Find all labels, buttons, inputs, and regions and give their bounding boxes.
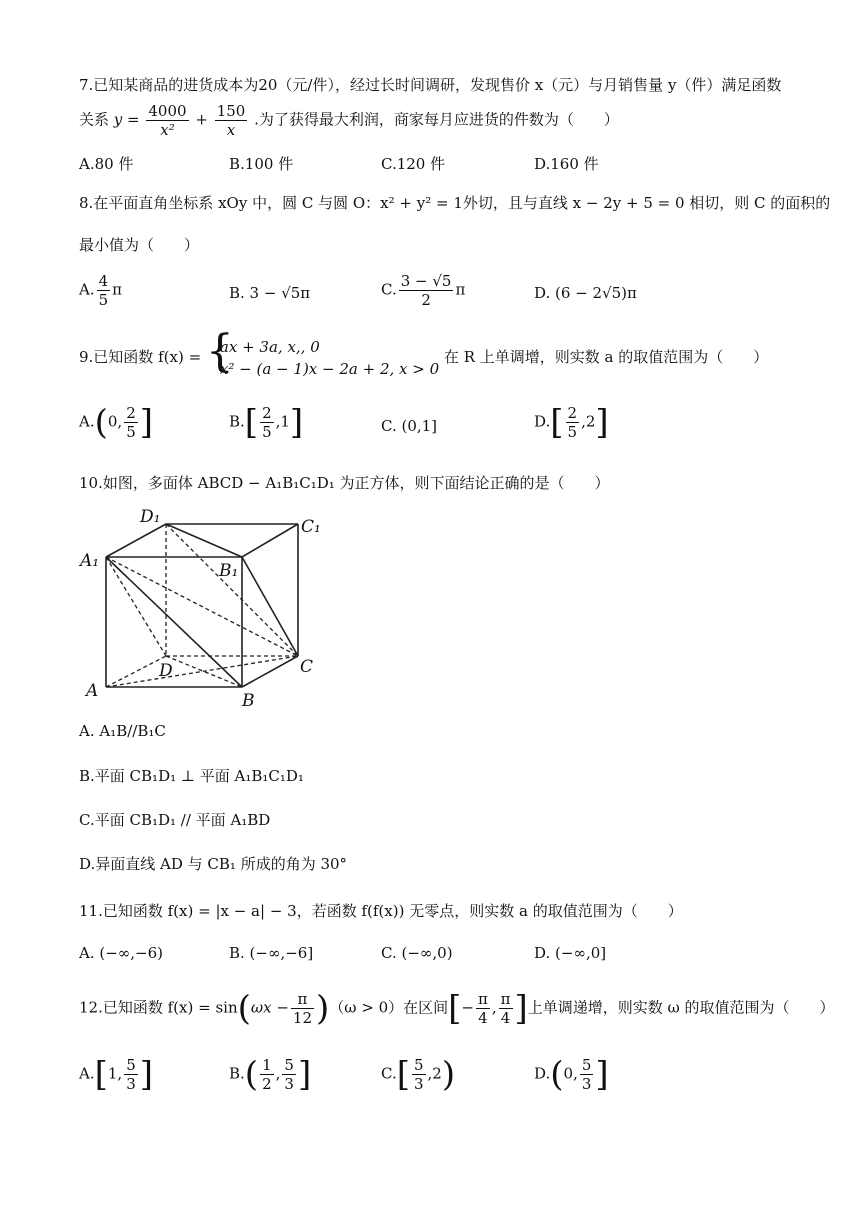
q7-f2-numerator: 150 [216, 102, 246, 120]
label-b: B [242, 691, 255, 710]
q12-option-c-den: 3 [413, 1075, 424, 1093]
q9-option-b-left-bracket: [ [244, 402, 259, 443]
diag-d1-b1 [166, 524, 242, 557]
q7-f2-denominator: x [226, 121, 236, 139]
label-c: C [300, 657, 314, 677]
q9-stem [79, 326, 799, 380]
q10-option-d[interactable]: D.异面直线 AD 与 CB₁ 所成的角为 30° [79, 855, 348, 873]
hidden-diag-d1-c [166, 524, 298, 656]
edge-b-c [242, 656, 298, 687]
q9-option-d-right-bracket: ] [595, 402, 609, 443]
q8-option-a-label: A. [79, 280, 95, 299]
q9-prefix: 9.已知函数 f(x) = [79, 348, 202, 366]
q12-inner-num: π [291, 990, 314, 1009]
q12-option-a-right: ] [139, 1054, 153, 1095]
q12-option-c-right: ) [441, 1054, 456, 1095]
q12-option-d-num: 5 [581, 1056, 592, 1074]
edge-b1-c1 [242, 524, 298, 557]
q12-option-a-den: 3 [126, 1075, 136, 1093]
q9-option-d-fraction [566, 404, 580, 441]
q12-option-d-lower: 0, [563, 1064, 578, 1083]
q9-case-1: ax + 3a, x,, 0 [219, 338, 320, 356]
q9-option-b-num: 2 [262, 404, 272, 422]
q7-option-b[interactable]: B.100 件 [229, 155, 294, 173]
q12-option-b-den-1: 2 [262, 1075, 272, 1093]
q9-option-a-den: 5 [126, 423, 136, 441]
label-b1: B₁ [219, 561, 239, 581]
q12-interval-neg: − [461, 998, 474, 1017]
label-a: A [86, 681, 99, 701]
q9-option-b-right-bracket: ] [289, 402, 304, 443]
q12-option-d-den: 3 [581, 1075, 592, 1093]
q8-stem-line1: 8.在平面直角坐标系 xOy 中，圆 C 与圆 O：x² + y² = 1外切，且与直线 x − 2y + 5 = 0 相切，则 C 的面积的 [79, 194, 831, 212]
q12-interval-left: [ [448, 988, 462, 1029]
q7-suffix: .为了获得最大利润，商家每月应进货的件数为（ ） [254, 110, 619, 129]
q11-option-d[interactable]: D. (−∞,0] [534, 944, 607, 962]
q9-option-d-label: D. [534, 412, 551, 431]
q8-option-b[interactable]: B. 3 − √5π [229, 284, 311, 302]
q7-option-a[interactable]: A.80 件 [79, 155, 134, 173]
q9-option-b-label: B. [229, 412, 245, 431]
q11-stem: 11.已知函数 f(x) = |x − a| − 3，若函数 f(f(x)) 无零点，则实数 a 的取值范围为（ ） [79, 902, 683, 920]
q8-option-c-fraction [399, 272, 454, 309]
q11-option-c[interactable]: C. (−∞,0) [381, 944, 453, 962]
q12-inner-fraction [291, 990, 314, 1027]
cube-figure [76, 504, 336, 710]
q12-interval-num-1: π [478, 990, 488, 1008]
q9-option-a-label: A. [79, 412, 95, 431]
q10-option-a[interactable]: A. A₁B//B₁C [79, 722, 166, 740]
q12-option-b-den-2: 3 [284, 1075, 294, 1093]
q12-interval-fraction-1 [476, 990, 490, 1027]
q8-option-a-fraction [97, 272, 111, 309]
q12-option-b-left: ( [244, 1054, 259, 1095]
q8-option-c-num: 3 − √5 [400, 272, 452, 290]
q9-option-d-den: 5 [567, 423, 578, 441]
q12-option-c-fraction [412, 1056, 426, 1093]
label-c1: C₁ [301, 517, 321, 537]
q10-option-c[interactable]: C.平面 CB₁D₁ // 平面 A₁BD [79, 811, 271, 829]
q7-option-c[interactable]: C.120 件 [381, 155, 446, 173]
q9-option-b[interactable] [229, 404, 303, 441]
q12-interval-den-2: 4 [500, 1009, 511, 1027]
q8-stem-line2: 最小值为（ ） [79, 236, 200, 254]
label-d: D [159, 661, 173, 681]
q12-suffix: 上单调递增，则实数 ω 的取值范围为（ ） [527, 998, 835, 1017]
q7-prefix: 关系 [79, 110, 110, 129]
label-d1: D₁ [140, 507, 161, 527]
q9-piecewise [205, 326, 440, 380]
q12-option-c-left: [ [396, 1054, 410, 1095]
q12-option-b-comma: , [275, 1064, 281, 1083]
q12-option-a-lower: 1, [107, 1064, 123, 1083]
q9-brace-icon: { [205, 326, 234, 377]
q12-option-b-num-1: 1 [262, 1056, 272, 1074]
q8-option-a-num: 4 [98, 272, 109, 290]
q11-option-b[interactable]: B. (−∞,−6] [229, 944, 314, 962]
q8-option-a[interactable] [79, 272, 122, 309]
q12-option-c-num: 5 [413, 1056, 424, 1074]
q7-plus: + [195, 110, 208, 129]
q9-option-d-upper: ,2 [581, 412, 596, 431]
q7-f1-denominator: x² [160, 121, 175, 139]
q9-option-d-left-bracket: [ [550, 402, 564, 443]
q7-fraction-2 [215, 102, 248, 139]
q12-interval-num-2: π [500, 990, 511, 1008]
q8-option-a-pi: π [112, 280, 123, 299]
q12-option-b-num-2: 5 [284, 1056, 294, 1074]
q7-fraction-1 [146, 102, 188, 139]
q12-option-a-fraction [124, 1056, 138, 1093]
q9-option-a-lower: 0, [107, 412, 123, 431]
q12-option-a-num: 5 [126, 1056, 136, 1074]
q7-f1-numerator: 4000 [148, 102, 187, 120]
q9-option-b-den: 5 [262, 423, 272, 441]
q8-option-c-pi: π [455, 280, 466, 299]
q12-stem [79, 988, 835, 1029]
q9-case-2: x² − (a − 1)x − 2a + 2, x > 0 [219, 360, 440, 378]
q9-option-a-num: 2 [126, 404, 136, 422]
label-a1: A₁ [80, 551, 100, 571]
q9-suffix: 在 R 上单调增，则实数 a 的取值范围为（ ） [443, 348, 769, 366]
q12-interval-den-1: 4 [478, 1009, 488, 1027]
q11-option-a[interactable]: A. (−∞,−6) [79, 944, 164, 962]
q8-option-c[interactable] [381, 272, 465, 309]
q9-option-a-left-bracket: ( [94, 402, 108, 443]
q12-option-d-fraction [580, 1056, 594, 1093]
q12-option-b-label: B. [229, 1064, 245, 1083]
q12-option-d[interactable] [534, 1056, 609, 1093]
q10-option-b[interactable]: B.平面 CB₁D₁ ⊥ 平面 A₁B₁C₁D₁ [79, 767, 304, 785]
q12-option-d-left: ( [550, 1054, 564, 1095]
q7-formula-lhs: y = [113, 110, 140, 129]
q12-interval-right: ] [514, 988, 528, 1029]
q12-option-c[interactable] [381, 1056, 455, 1093]
q8-option-d[interactable]: D. (6 − 2√5)π [534, 284, 637, 302]
q12-option-d-right: ] [595, 1054, 609, 1095]
q9-option-a-right-bracket: ] [139, 402, 153, 443]
q12-paren-left: ( [237, 988, 251, 1029]
edge-a1-d1 [106, 524, 166, 557]
q12-inner-expr: ωx − [250, 998, 289, 1017]
q8-option-c-den: 2 [421, 291, 431, 309]
q9-option-c[interactable]: C. (0,1] [381, 417, 438, 435]
q12-paren-right: ) [316, 988, 330, 1029]
q12-option-a-label: A. [79, 1064, 95, 1083]
q9-option-d[interactable] [534, 404, 609, 441]
q12-interval-comma: , [491, 998, 497, 1017]
q9-option-b-upper: ,1 [275, 412, 290, 431]
q9-option-a[interactable] [79, 404, 153, 441]
q9-option-b-fraction [260, 404, 274, 441]
q9-option-a-fraction [124, 404, 138, 441]
q7-option-d[interactable]: D.160 件 [534, 155, 599, 173]
q7-stem-line1: 7.已知某商品的进货成本为20（元/件），经过长时间调研，发现售价 x（元）与月销售量 y（件）满足函数 [79, 76, 782, 94]
q9-option-d-num: 2 [567, 404, 578, 422]
q12-option-a-left: [ [94, 1054, 108, 1095]
q10-stem: 10.如图，多面体 ABCD − A₁B₁C₁D₁ 为正方体，则下面结论正确的是（ ） [79, 474, 610, 492]
q12-option-b[interactable] [229, 1056, 311, 1093]
q8-option-c-label: C. [381, 280, 397, 299]
q12-option-b-fraction-2 [282, 1056, 296, 1093]
q12-option-b-fraction-1 [260, 1056, 274, 1093]
q12-prefix: 12.已知函数 f(x) = sin [79, 998, 238, 1017]
q7-stem-line2 [79, 102, 799, 139]
q12-option-a[interactable] [79, 1056, 153, 1093]
q8-option-a-den: 5 [98, 291, 109, 309]
q12-option-c-label: C. [381, 1064, 397, 1083]
q12-inner-den: 12 [292, 1009, 312, 1027]
q12-mid: （ω > 0）在区间 [329, 998, 449, 1017]
q12-interval-fraction-2 [499, 990, 513, 1027]
q12-option-c-upper: ,2 [427, 1064, 442, 1083]
q12-option-d-label: D. [534, 1064, 551, 1083]
q12-option-b-right: ] [297, 1054, 312, 1095]
